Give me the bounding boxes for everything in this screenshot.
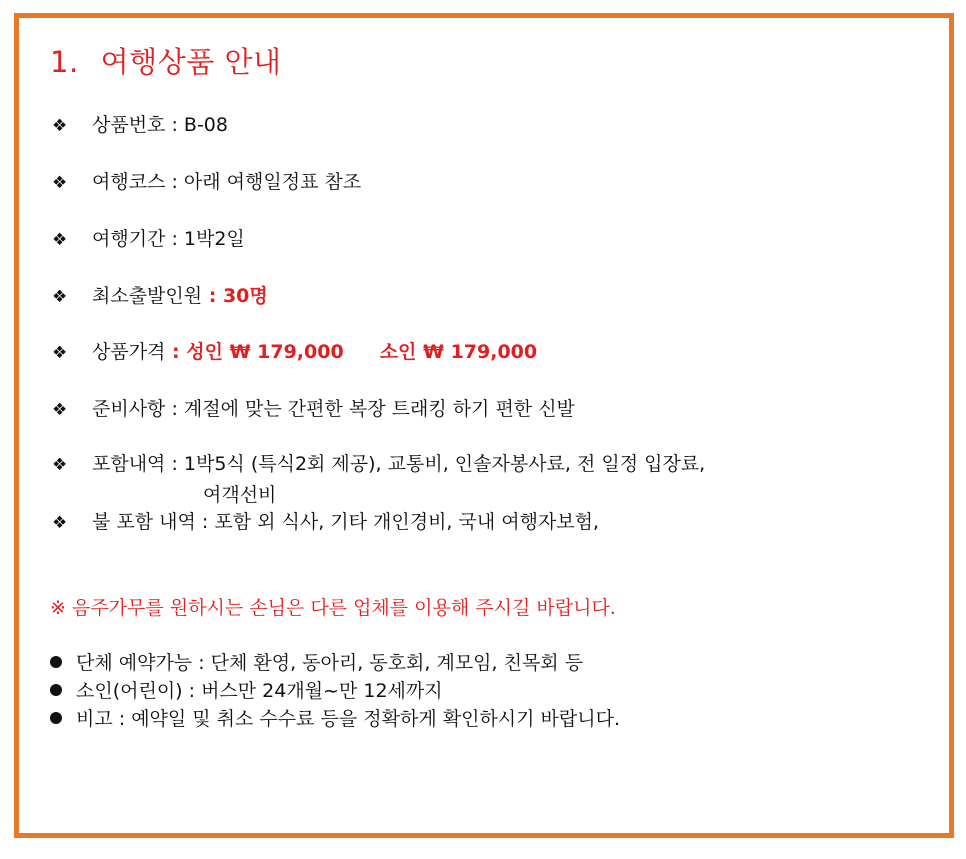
section-number: 1.	[50, 45, 79, 79]
item-label: 최소출발인원	[92, 285, 203, 307]
item-label: 포함내역 :	[92, 453, 184, 475]
dot-item-text: 비고 : 예약일 및 취소 수수료 등을 정확하게 확인하시기 바랍니다.	[76, 708, 621, 730]
item-value: B-08	[183, 114, 228, 136]
list-item-included	[52, 452, 705, 477]
item-label: 상품번호 :	[92, 114, 184, 136]
section-title-text: 여행상품 안내	[100, 45, 282, 79]
list-item-preparation	[52, 397, 575, 422]
list-item-product-code	[52, 113, 228, 138]
dot-bullet-icon	[50, 684, 62, 696]
list-item-course	[52, 170, 361, 195]
item-value: 계절에 맞는 간편한 복장 트래킹 하기 편한 신발	[183, 398, 575, 420]
notice-text: ※ 음주가무를 원하시는 손님은 다른 업체를 이용해 주시길 바랍니다.	[50, 597, 616, 619]
diamond-bullet-icon: ❖	[52, 287, 68, 307]
list-item-duration	[52, 227, 245, 252]
list-item-price	[52, 340, 537, 365]
diamond-bullet-icon: ❖	[52, 116, 68, 136]
dot-list-item-group-booking	[50, 651, 583, 675]
diamond-bullet-icon: ❖	[52, 400, 68, 420]
section-title	[50, 40, 281, 81]
dot-bullet-icon	[50, 656, 62, 668]
item-value: 1박2일	[183, 228, 245, 250]
dot-item-text: 소인(어린이) : 버스만 24개월~만 12세까지	[76, 680, 443, 702]
diamond-bullet-icon: ❖	[52, 343, 68, 363]
item-label: 불 포함 내역 :	[92, 511, 215, 533]
dot-list-item-children	[50, 679, 443, 703]
diamond-bullet-icon: ❖	[52, 173, 68, 193]
diamond-bullet-icon: ❖	[52, 455, 68, 475]
diamond-bullet-icon: ❖	[52, 230, 68, 250]
list-item-excluded	[52, 510, 599, 535]
list-item-min-participants	[52, 284, 268, 309]
item-label: 상품가격	[92, 341, 166, 363]
item-value: 포함 외 식사, 기타 개인경비, 국내 여행자보험,	[214, 511, 600, 533]
item-value: 1박5식 (특식2회 제공), 교통비, 인솔자봉사료, 전 일정 입장료,	[183, 453, 706, 475]
dot-bullet-icon	[50, 712, 62, 724]
item-value: 아래 여행일정표 참조	[183, 171, 362, 193]
diamond-bullet-icon: ❖	[52, 513, 68, 533]
list-item-included-continuation: 여객선비	[203, 484, 277, 506]
item-label: 준비사항 :	[92, 398, 184, 420]
item-label: 여행코스 :	[92, 171, 184, 193]
price-adult: : 성인 ₩ 179,000	[165, 341, 344, 363]
item-value-highlight: : 30명	[202, 285, 268, 307]
dot-item-text: 단체 예약가능 : 단체 환영, 동아리, 동호회, 계모임, 친목회 등	[76, 652, 584, 674]
dot-list-item-remarks	[50, 707, 620, 731]
item-label: 여행기간 :	[92, 228, 184, 250]
price-child: 소인 ₩ 179,000	[379, 341, 538, 363]
